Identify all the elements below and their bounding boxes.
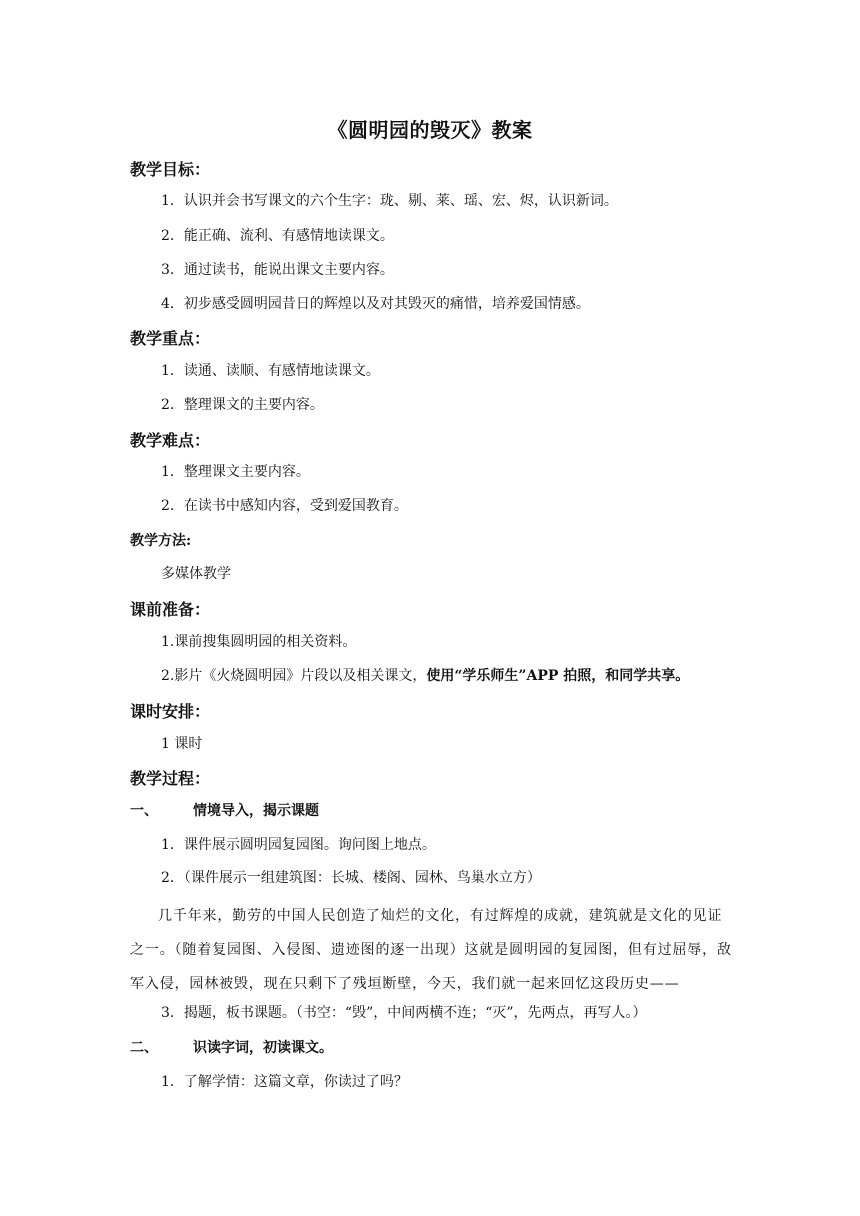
preparation-item2-bold: 使用“学乐师生”APP 拍照，和同学共享。: [426, 668, 690, 684]
preparation-heading: 课前准备：: [130, 600, 211, 619]
part1-number: 一、: [130, 803, 158, 819]
objective-item: 1．认识并会书写课文的六个生字：珑、剔、莱、瑶、宏、烬，认识新词。: [161, 193, 618, 209]
process-part2-title: [130, 1037, 333, 1057]
objective-item: 3．通过读书，能说出课文主要内容。: [161, 262, 394, 278]
process-part1-title: [130, 800, 319, 820]
schedule-heading: 课时安排：: [130, 702, 211, 721]
preparation-item2-text: 2.影片《火烧圆明园》片段以及相关课文，: [161, 668, 427, 684]
process-heading: 教学过程：: [130, 769, 211, 788]
difficulty-item: 1．整理课文主要内容。: [161, 464, 310, 480]
process-item: 1．了解学情：这篇文章，你读过了吗？: [161, 1074, 408, 1090]
objectives-heading: 教学目标：: [130, 160, 211, 179]
methods-heading: 教学方法:: [130, 533, 192, 549]
process-paragraph: 几千年来，勤劳的中国人民创造了灿烂的文化，有过辉煌的成就，建筑就是文化的见证之一。（随着复园图、入侵图、遗迹图的逐一出现）这就是圆明园的复园图，但有过屈辱，敌军入侵，园林被毁，现在只剩下了残垣断壁，今天，我们就一起来回忆这段历史——: [130, 908, 732, 992]
part1-title-text: 情境导入，揭示课题: [193, 803, 319, 819]
process-item: 2．（课件展示一组建筑图：长城、楼阁、园林、鸟巢水立方）: [161, 870, 541, 886]
objective-item: 4．初步感受圆明园昔日的辉煌以及对其毁灭的痛惜，培养爱国情感。: [161, 296, 590, 312]
objective-item: 2．能正确、流利、有感情地读课文。: [161, 228, 394, 244]
preparation-item: [161, 665, 689, 685]
difficulty-item: 2．在读书中感知内容，受到爱国教育。: [161, 498, 408, 514]
process-item: 1．课件展示圆明园复园图。询问图上地点。: [161, 837, 436, 853]
key-point-item: 1．读通、读顺、有感情地读课文。: [161, 363, 380, 379]
key-point-item: 2．整理课文的主要内容。: [161, 397, 324, 413]
key-points-heading: 教学重点：: [130, 329, 211, 348]
part2-number: 二、: [130, 1040, 158, 1056]
schedule-text: 1 课时: [161, 736, 203, 752]
difficulties-heading: 教学难点：: [130, 431, 211, 450]
process-item: 3．揭题，板书课题。（书空：“毁”，中间两横不连；“灭”，先两点，再写人。）: [161, 1005, 647, 1021]
part2-title-text: 识读字词，初读课文。: [193, 1040, 333, 1056]
document-title: 《圆明园的毁灭》教案: [327, 118, 533, 142]
preparation-item: 1.课前搜集圆明园的相关资料。: [161, 634, 357, 650]
methods-text: 多媒体教学: [161, 566, 231, 582]
